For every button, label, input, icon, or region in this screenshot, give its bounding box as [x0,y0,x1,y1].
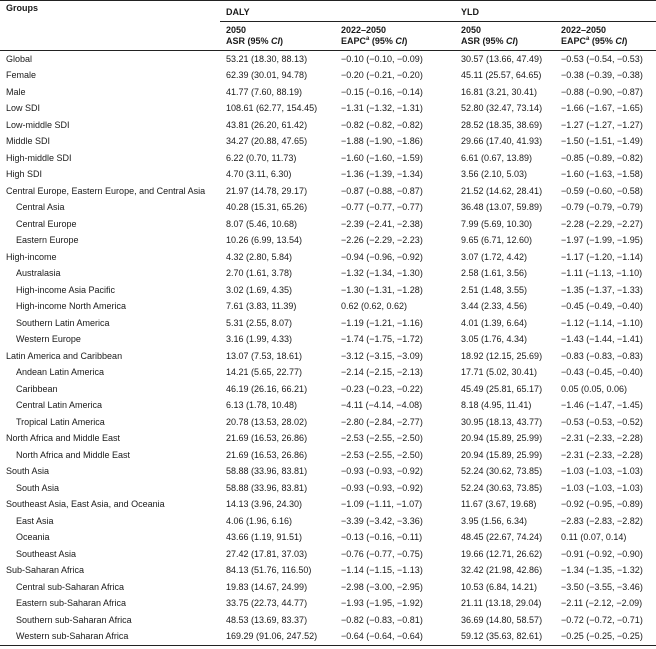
table-row [0,497,656,514]
yld-eapc-value: −0.45 (−0.49, −0.40) [561,301,643,312]
yld-eapc-value: −0.38 (−0.39, −0.38) [561,70,643,81]
yld-asr-value: 3.07 (1.72, 4.42) [461,251,528,262]
group-name: Southern sub-Saharan Africa [16,614,132,625]
daly-asr-value: 43.66 (1.19, 91.51) [226,532,303,543]
table-row [0,150,656,167]
yld-asr-value: 45.49 (25.81, 65.17) [461,383,543,394]
yld-asr-label: ASR (95% CI) [461,36,519,46]
yld-asr-value: 28.52 (18.35, 38.69) [461,119,543,130]
table-row [0,546,656,563]
yld-asr-value: 32.42 (21.98, 42.86) [461,565,543,576]
daly-asr-value: 7.61 (3.83, 11.39) [226,301,297,312]
yld-eapc-value: −2.83 (−2.83, −2.82) [561,515,643,526]
daly-asr-label: ASR (95% CI) [226,36,284,46]
yld-eapc-value: −0.79 (−0.79, −0.79) [561,202,643,213]
group-name: East Asia [16,515,54,526]
yld-asr-value: 17.71 (5.02, 30.41) [461,367,538,378]
group-name: Eastern Europe [16,235,79,246]
table-row [0,117,656,134]
daly-eapc-header [335,22,455,51]
daly-eapc-value: −1.14 (−1.15, −1.13) [341,565,423,576]
daly-asr-value: 14.13 (3.96, 24.30) [226,499,303,510]
yld-asr-value: 3.05 (1.76, 4.34) [461,334,528,345]
daly-eapc-value: −0.93 (−0.93, −0.92) [341,482,423,493]
group-name: Western sub-Saharan Africa [0,629,220,646]
table-row [0,183,656,200]
daly-eapc-value: −0.15 (−0.16, −0.14) [341,86,423,97]
yld-asr-value: 36.69 (14.80, 58.57) [461,614,543,625]
table-row [0,447,656,464]
daly-eapc-value: −0.23 (−0.23, −0.22) [341,383,423,394]
yld-eapc-value: −1.35 (−1.37, −1.33) [561,284,643,295]
daly-asr-value: 21.69 (16.53, 26.86) [226,433,308,444]
daly-asr-value: 19.83 (14.67, 24.99) [226,581,308,592]
daly-eapc-value: −2.14 (−2.15, −2.13) [341,367,423,378]
yld-eapc-value: −1.03 (−1.03, −1.03) [561,482,643,493]
group-name: High-middle SDI [6,152,72,163]
yld-asr-value: 48.45 (22.67, 74.24) [461,532,543,543]
yld-asr-value: 3.44 (2.33, 4.56) [461,301,528,312]
table-row [0,101,656,118]
yld-asr-value: 21.11 (13.18, 29.04) [461,598,542,609]
yld-eapc-value: −0.72 (−0.72, −0.71) [561,614,643,625]
yld-asr-value: 20.94 (15.89, 25.99) [461,449,543,460]
table-row [0,579,656,596]
table-row [0,332,656,349]
table-row [0,233,656,250]
yld-asr-value: 11.67 (3.67, 19.68) [461,499,537,510]
yld-eapc-value: −1.46 (−1.47, −1.45) [561,400,643,411]
yld-eapc-value: −1.60 (−1.63, −1.58) [561,169,643,180]
daly-eapc-value: 0.62 (0.62, 0.62) [341,301,408,312]
daly-asr-value: 4.70 (3.11, 6.30) [226,169,292,180]
yld-asr-value: 3.95 (1.56, 6.34) [461,515,528,526]
daly-asr-value: 20.78 (13.53, 28.02) [226,416,308,427]
group-name: High SDI [6,169,43,180]
yld-asr-value: 2.51 (1.48, 3.55) [461,284,528,295]
group-name: Southern Latin America [16,317,110,328]
table-row [0,134,656,151]
group-name: Caribbean [16,383,58,394]
yld-eapc-value: −2.31 (−2.33, −2.28) [561,433,643,444]
daly-eapc-value: −1.93 (−1.95, −1.92) [341,598,423,609]
yld-asr-value: 45.11 (25.57, 64.65) [461,70,542,81]
group-name: Tropical Latin America [16,416,105,427]
daly-eapc-value: −0.87 (−0.88, −0.87) [341,185,423,196]
daly-eapc-value: −0.82 (−0.82, −0.82) [341,119,423,130]
daly-asr-value: 21.69 (16.53, 26.86) [226,449,308,460]
table-row [0,299,656,316]
yld-eapc-value: −0.85 (−0.89, −0.82) [561,152,643,163]
group-name: Low SDI [6,103,41,114]
daly-asr-value: 14.21 (5.65, 22.77) [226,367,303,378]
table-row [0,464,656,481]
daly-eapc-value: −1.32 (−1.34, −1.30) [341,268,423,279]
yld-asr-value: 52.24 (30.62, 73.85) [461,466,543,477]
daly-asr-value: 3.02 (1.69, 4.35) [226,284,293,295]
table-row [0,51,656,68]
daly-eapc-value: −0.76 (−0.77, −0.75) [341,548,423,559]
daly-asr-value: 6.22 (0.70, 11.73) [226,152,297,163]
yld-eapc-value: −0.88 (−0.90, −0.87) [561,86,643,97]
group-name: Female [6,70,37,81]
yld-asr-value: 52.24 (30.63, 73.85) [461,482,543,493]
yld-asr-value: 30.95 (18.13, 43.77) [461,416,543,427]
yld-eapc-value: −1.11 (−1.13, −1.10) [561,268,643,279]
yld-eapc-value: −0.43 (−0.45, −0.40) [561,367,643,378]
daly-asr-value: 4.32 (2.80, 5.84) [226,251,293,262]
yld-asr-value: 20.94 (15.89, 25.99) [461,433,543,444]
daly-asr-value: 169.29 (91.06, 247.52) [220,629,335,646]
yld-asr-value: 21.52 (14.62, 28.41) [461,185,543,196]
yld-asr-value: 29.66 (17.40, 41.93) [461,136,543,147]
daly-eapc-value: −1.88 (−1.90, −1.86) [341,136,423,147]
yld-eapc-value: −1.12 (−1.14, −1.10) [561,317,643,328]
daly-asr-value: 5.31 (2.55, 8.07) [226,317,293,328]
group-name: North Africa and Middle East [6,433,121,444]
daly-eapc-value: −1.36 (−1.39, −1.34) [341,169,423,180]
yld-eapc-value: 0.05 (0.05, 0.06) [561,383,628,394]
groups-subheader-blank [0,22,220,51]
table-row [0,398,656,415]
yld-eapc-value: −1.97 (−1.99, −1.95) [561,235,643,246]
yld-eapc-value: −2.31 (−2.33, −2.28) [561,449,643,460]
daly-asr-value: 6.13 (1.78, 10.48) [226,400,298,411]
yld-asr-value: 19.66 (12.71, 26.62) [461,548,543,559]
daly-asr-value: 8.07 (5.46, 10.68) [226,218,298,229]
daly-asr-value: 34.27 (20.88, 47.65) [226,136,308,147]
group-name: Central Europe, Eastern Europe, and Central Asia [6,185,206,196]
daly-eapc-value: −3.39 (−3.42, −3.36) [341,515,423,526]
daly-eapc-value: −0.77 (−0.77, −0.77) [341,202,423,213]
table-body [0,51,656,646]
daly-asr-value: 41.77 (7.60, 88.19) [226,86,303,97]
daly-eapc-value: −1.31 (−1.32, −1.31) [341,103,423,114]
daly-asr-value: 48.53 (13.69, 83.37) [226,614,308,625]
daly-eapc-value: −2.98 (−3.00, −2.95) [341,581,423,592]
daly-asr-value: 53.21 (18.30, 88.13) [226,53,308,64]
yld-asr-value: 16.81 (3.21, 30.41) [461,86,538,97]
table-row [0,200,656,217]
daly-eapc-value: −2.39 (−2.41, −2.38) [341,218,423,229]
table-row [0,563,656,580]
table-row [0,596,656,613]
group-name: North Africa and Middle East [16,449,131,460]
table-row [0,612,656,629]
daly-asr-value: 43.81 (26.20, 61.42) [226,119,308,130]
group-name: Western Europe [16,334,81,345]
daly-eapc-value: −4.11 (−4.14, −4.08) [341,400,423,411]
yld-eapc-value: −0.92 (−0.95, −0.89) [561,499,643,510]
group-name: Global [6,53,33,64]
group-name: Southeast Asia, East Asia, and Oceania [6,499,165,510]
group-name: Central Latin America [16,400,103,411]
yld-asr-value: 2.58 (1.61, 3.56) [461,268,528,279]
group-name: Low-middle SDI [6,119,70,130]
yld-eapc-value: −1.17 (−1.20, −1.14) [561,251,643,262]
table-row [0,530,656,547]
table-row [0,414,656,431]
group-name: Central sub-Saharan Africa [16,581,125,592]
daly-asr-value: 58.88 (33.96, 83.81) [226,466,308,477]
daly-eapc-value: −0.94 (−0.96, −0.92) [341,251,423,262]
yld-asr-value: 10.53 (6.84, 14.21) [461,581,538,592]
group-name: South Asia [6,466,50,477]
daly-column-header: DALY [220,1,455,22]
group-name: South Asia [16,482,60,493]
yld-eapc-label: EAPC$^a$ (95% CI) [561,36,628,46]
yld-asr-value: 6.61 (0.67, 13.89) [461,152,533,163]
table-row [0,282,656,299]
yld-eapc-value: −3.50 (−3.55, −3.46) [561,581,643,592]
group-name: Oceania [16,532,50,543]
yld-asr-value: 9.65 (6.71, 12.60) [461,235,533,246]
group-name: High-income Asia Pacific [16,284,116,295]
daly-asr-value: 84.13 (51.76, 116.50) [226,565,312,576]
group-name: Latin America and Caribbean [6,350,123,361]
daly-asr-value: 27.42 (17.81, 37.03) [226,548,308,559]
daly-eapc-value: −1.19 (−1.21, −1.16) [341,317,423,328]
daly-asr-value: 40.28 (15.31, 65.26) [226,202,308,213]
group-name: Eastern sub-Saharan Africa [16,598,127,609]
yld-eapc-value: −1.66 (−1.67, −1.65) [561,103,643,114]
group-name: Australasia [16,268,61,279]
daly-eapc-value: −0.13 (−0.16, −0.11) [341,532,423,543]
yld-asr-value: 36.48 (13.07, 59.89) [461,202,543,213]
daly-eapc-value: −1.74 (−1.75, −1.72) [341,334,423,345]
daly-asr-value: 21.97 (14.78, 29.17) [226,185,308,196]
daly-asr-header [220,22,335,51]
daly-eapc-value: −1.60 (−1.60, −1.59) [341,152,423,163]
table-row [0,629,656,646]
table-row [0,315,656,332]
daly-eapc-value: −2.26 (−2.29, −2.23) [341,235,423,246]
table-row [0,348,656,365]
table-row [0,266,656,283]
yld-eapc-value: −0.83 (−0.83, −0.83) [561,350,643,361]
table-row [0,431,656,448]
daly-eapc-value: −2.80 (−2.84, −2.77) [341,416,423,427]
yld-asr-value: 52.80 (32.47, 73.14) [461,103,543,114]
yld-eapc-value: −0.91 (−0.92, −0.90) [561,548,643,559]
yld-asr-value: 7.99 (5.69, 10.30) [461,218,533,229]
daly-asr-value: 108.61 (62.77, 154.45) [226,103,318,114]
table-row [0,68,656,85]
daly-eapc-value: −2.53 (−2.55, −2.50) [341,449,423,460]
group-name: Andean Latin America [16,367,105,378]
yld-eapc-value: −0.59 (−0.60, −0.58) [561,185,643,196]
header-group-row [0,1,656,22]
yld-eapc-value: −1.50 (−1.51, −1.49) [561,136,643,147]
table-row [0,216,656,233]
daly-eapc-value: −1.09 (−1.11, −1.07) [341,499,423,510]
yld-asr-value: 8.18 (4.95, 11.41) [461,400,532,411]
header-sub-row [0,22,656,51]
table-row [0,84,656,101]
yld-asr-value: 30.57 (13.66, 47.49) [461,53,543,64]
daly-asr-value: 46.19 (26.16, 66.21) [226,383,308,394]
yld-asr-year: 2050 [461,25,482,35]
daly-asr-value: 10.26 (6.99, 13.54) [226,235,303,246]
yld-eapc-value: 0.11 (0.07, 0.14) [561,532,627,543]
yld-eapc-value: −1.43 (−1.44, −1.41) [561,334,643,345]
yld-eapc-value: −2.11 (−2.12, −2.09) [561,598,643,609]
daly-eapc-value: −2.53 (−2.55, −2.50) [341,433,423,444]
yld-asr-value: 4.01 (1.39, 6.64) [461,317,528,328]
group-name: Central Asia [16,202,65,213]
yld-asr-value: 18.92 (12.15, 25.69) [461,350,543,361]
daly-eapc-value: −0.64 (−0.64, −0.64) [335,629,455,646]
daly-eapc-value: −0.20 (−0.21, −0.20) [341,70,423,81]
yld-eapc-value: −1.27 (−1.27, −1.27) [561,119,643,130]
group-name: Central Europe [16,218,77,229]
daly-eapc-period: 2022–2050 [341,25,387,35]
daly-eapc-label: EAPC$^a$ (95% CI) [341,36,408,46]
daly-asr-value: 33.75 (22.73, 44.77) [226,598,308,609]
yld-eapc-value: −1.34 (−1.35, −1.32) [561,565,643,576]
yld-asr-value: 59.12 (35.63, 82.61) [455,629,555,646]
group-name: Middle SDI [6,136,51,147]
group-name: Male [6,86,26,97]
table-row [0,381,656,398]
groups-column-header: Groups [0,1,220,22]
yld-asr-header [455,22,555,51]
yld-eapc-header [555,22,656,51]
daly-eapc-value: −0.93 (−0.93, −0.92) [341,466,423,477]
table-row [0,365,656,382]
daly-asr-value: 3.16 (1.99, 4.33) [226,334,293,345]
yld-eapc-value: −2.28 (−2.29, −2.27) [561,218,643,229]
table-header [0,1,656,51]
daly-eapc-value: −1.30 (−1.31, −1.28) [341,284,423,295]
group-name: Southeast Asia [16,548,77,559]
yld-eapc-value: −1.03 (−1.03, −1.03) [561,466,643,477]
yld-eapc-value: −0.53 (−0.54, −0.53) [561,53,643,64]
table-row [0,513,656,530]
daly-asr-value: 62.39 (30.01, 94.78) [226,70,308,81]
daly-eapc-value: −3.12 (−3.15, −3.09) [341,350,423,361]
daly-asr-value: 4.06 (1.96, 6.16) [226,515,293,526]
table-row [0,480,656,497]
daly-eapc-value: −0.10 (−0.10, −0.09) [341,53,423,64]
group-name: High-income North America [16,301,127,312]
table-row [0,249,656,266]
yld-asr-value: 3.56 (2.10, 5.03) [461,169,528,180]
yld-eapc-period: 2022–2050 [561,25,607,35]
daly-asr-value: 58.88 (33.96, 83.81) [226,482,308,493]
group-name: Sub-Saharan Africa [6,565,85,576]
yld-eapc-value: −0.53 (−0.53, −0.52) [561,416,643,427]
daly-asr-value: 2.70 (1.61, 3.78) [226,268,293,279]
daly-eapc-value: −0.82 (−0.83, −0.81) [341,614,423,625]
yld-eapc-value: −0.25 (−0.25, −0.25) [555,629,656,646]
table-row [0,167,656,184]
daly-asr-value: 13.07 (7.53, 18.61) [226,350,303,361]
daly-asr-year: 2050 [226,25,247,35]
yld-column-header: YLD [455,1,656,22]
group-name: High-income [6,251,57,262]
